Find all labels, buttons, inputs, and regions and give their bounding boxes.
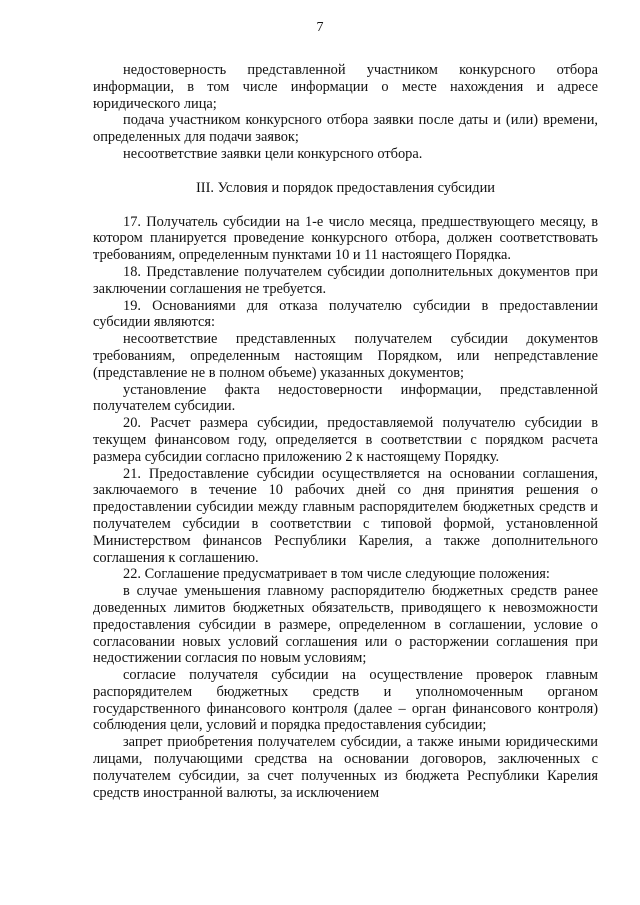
page-number: 7 — [316, 20, 324, 35]
paragraph: 21. Предоставление субсидии осуществляется на основании соглашения, заключаемого в течение 10 рабочих дней со дня принятия решения о предоставлении субсидии между главным распорядителем бюджетных средств и получателем субсидии в соответствии с типовой формой, установленной Министерством финансов Республики Карелия, а также дополнительного соглашения к соглашению. — [93, 465, 598, 566]
paragraph: согласие получателя субсидии на осуществление проверок главным распорядителем бюджетных средств и уполномоченным органом государственного финансового контроля (далее – орган финансового контроля) соблюдения цели, условий и порядка предоставления субсидии; — [93, 667, 598, 734]
section-heading: III. Условия и порядок предоставления субсидии — [196, 179, 495, 196]
paragraph: 19. Основаниями для отказа получателю субсидии в предоставлении субсидии являются: — [93, 297, 598, 331]
paragraph: недостоверность представленной участником конкурсного отбора информации, в том числе информации о месте нахождения и адресе юридического лица; — [93, 62, 598, 112]
paragraph: запрет приобретения получателем субсидии, а также иными юридическими лицами, получающими средства на основании договоров, заключенных с получателем субсидии, за счет полученных из бюджета Республики Карелия средств иностранной валюты, за исключением — [93, 734, 598, 801]
paragraph: 20. Расчет размера субсидии, предоставляемой получателю субсидии в текущем финансовом году, определяется в соответствии с порядком расчета размера субсидии согласно приложению 2 к настоящему Порядку. — [93, 415, 598, 465]
paragraph: установление факта недостоверности информации, представленной получателем субсидии. — [93, 381, 598, 415]
paragraph: в случае уменьшения главному распорядителю бюджетных средств ранее доведенных лимитов бюджетных обязательств, приводящего к невозможности предоставления субсидии в размере, определенном в соглашении, условие о согласовании новых условий соглашения или о расторжении соглашения при недостижении согласия по новым условиям; — [93, 583, 598, 667]
paragraph: подача участником конкурсного отбора заявки после даты и (или) времени, определенных для подачи заявок; — [93, 112, 598, 146]
paragraph: 17. Получатель субсидии на 1-е число месяца, предшествующего месяцу, в котором планируется проведение конкурсного отбора, должен соответствовать требованиям, определенным пунктами 10 и 11 настоящего Порядка. — [93, 213, 598, 264]
section-body — [93, 214, 598, 802]
paragraph: 22. Соглашение предусматривает в том числе следующие положения: — [123, 566, 550, 583]
paragraph: 18. Представление получателем субсидии дополнительных документов при заключении соглашения не требуется. — [93, 263, 598, 297]
paragraph: несоответствие представленных получателем субсидии документов требованиям, определенным настоящим Порядком, или непредставление (представление не в полном объеме) указанных документов; — [93, 331, 598, 381]
paragraph: несоответствие заявки цели конкурсного отбора. — [123, 145, 423, 162]
document-body — [93, 62, 598, 801]
